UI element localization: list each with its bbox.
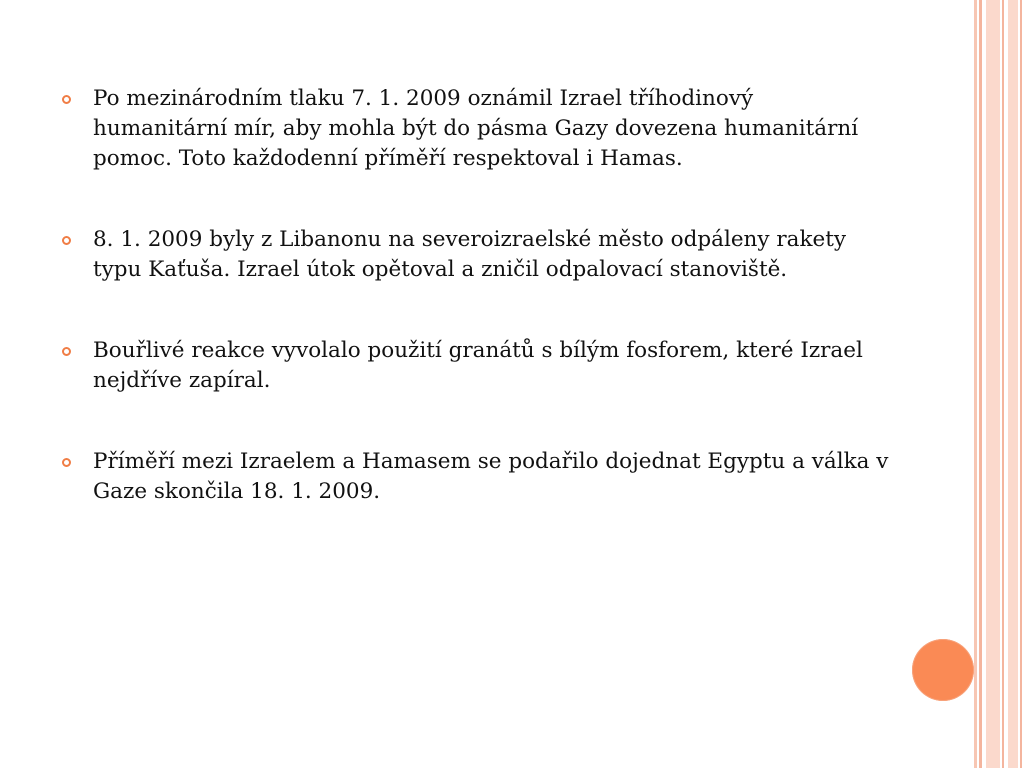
decorative-stripe bbox=[979, 0, 982, 768]
bullet-list bbox=[62, 84, 892, 507]
decorative-stripe bbox=[974, 0, 977, 768]
bullet-text: Bouřlivé reakce vyvolalo použití granátů s bílým fosforem, které Izrael nejdříve zapíral. bbox=[93, 338, 863, 393]
bullet-circle-icon bbox=[62, 236, 71, 245]
bullet-text: Příměří mezi Izraelem a Hamasem se podařilo dojednat Egyptu a válka v Gaze skončila 18. 1. 2009. bbox=[93, 449, 889, 504]
decorative-circle bbox=[912, 639, 974, 701]
decorative-stripe bbox=[1008, 0, 1018, 768]
bullet-item bbox=[62, 447, 892, 507]
bullet-circle-icon bbox=[62, 95, 71, 104]
bullet-text: Po mezinárodním tlaku 7. 1. 2009 oznámil Izrael tříhodinový humanitární mír, aby mohla být do pásma Gazy dovezena humanitární pomoc. Toto každodenní příměří respektoval i Hamas. bbox=[93, 86, 859, 171]
bullet-item bbox=[62, 225, 892, 285]
bullet-item bbox=[62, 84, 892, 174]
bullet-circle-icon bbox=[62, 347, 71, 356]
bullet-circle-icon bbox=[62, 458, 71, 467]
bullet-text: 8. 1. 2009 byly z Libanonu na severoizraelské město odpáleny rakety typu Kaťuša. Izrael útok opětoval a zničil odpalovací stanoviště. bbox=[93, 227, 847, 282]
decorative-stripe bbox=[1002, 0, 1004, 768]
bullet-item bbox=[62, 336, 892, 396]
decorative-stripe bbox=[1020, 0, 1022, 768]
decorative-stripe bbox=[986, 0, 1000, 768]
